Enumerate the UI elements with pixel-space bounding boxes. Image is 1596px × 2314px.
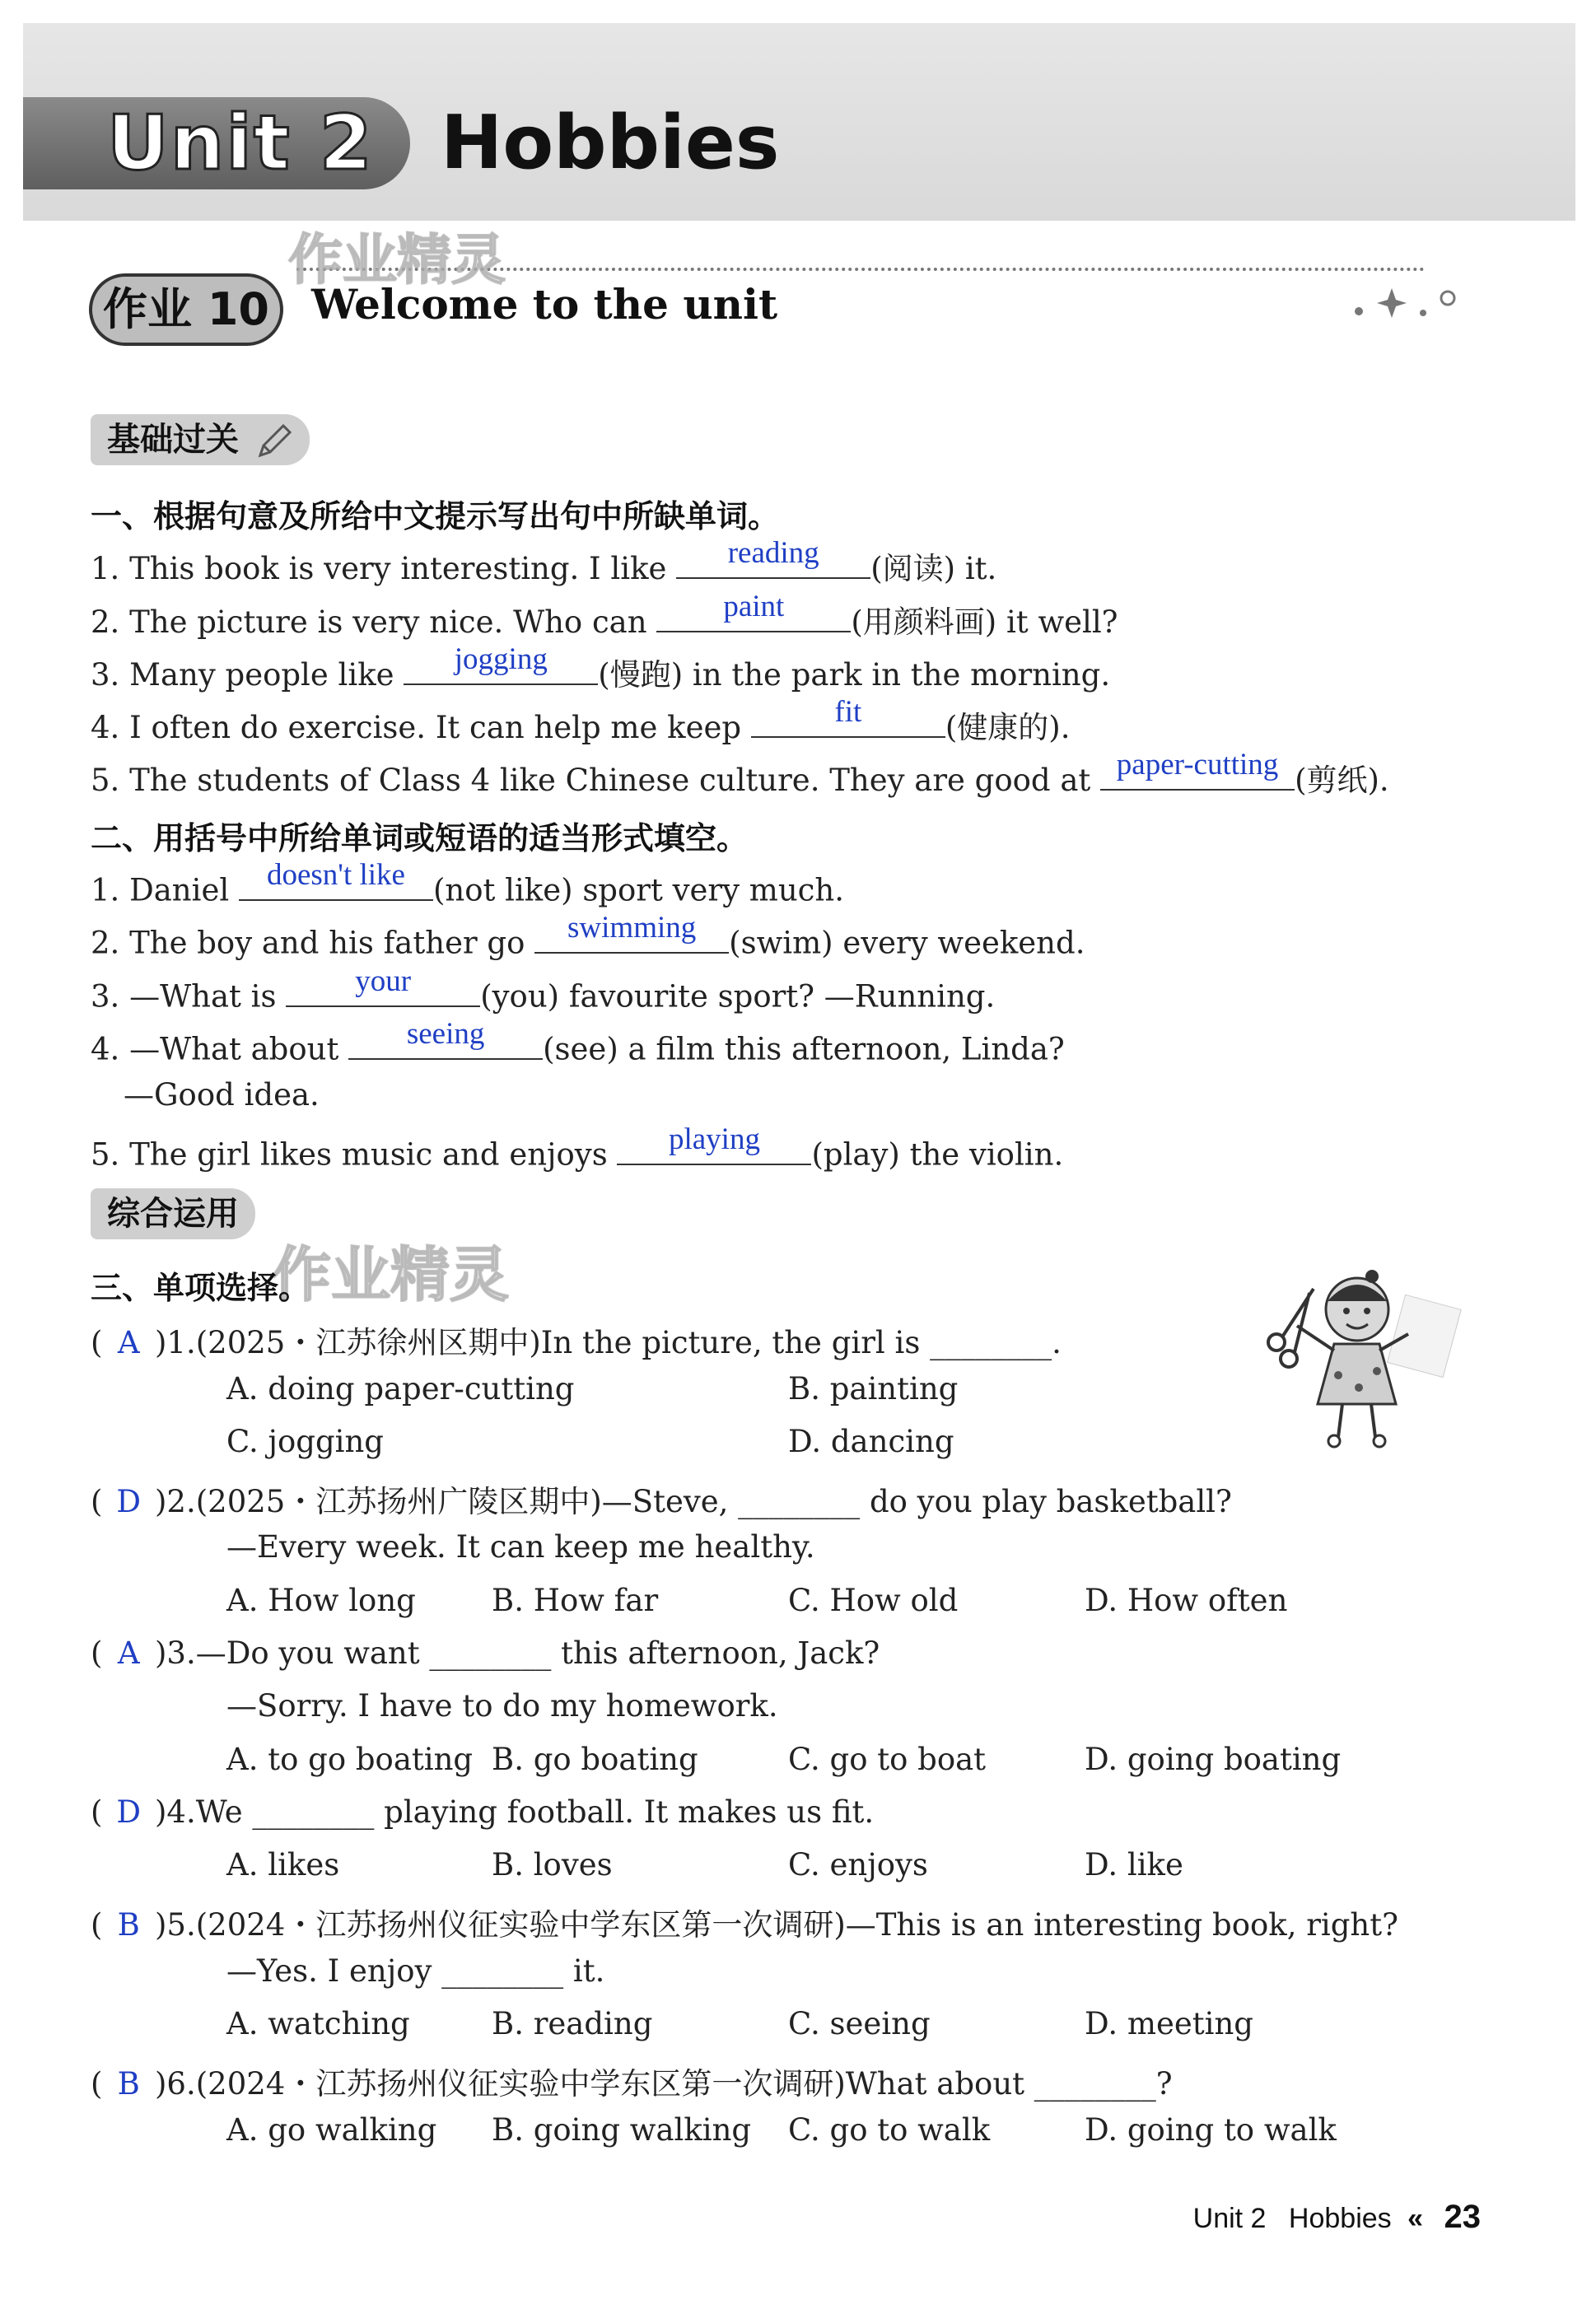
answer-blank[interactable]: paint (656, 597, 851, 632)
answer-blank[interactable]: doesn't like (239, 865, 433, 901)
choice-answer[interactable]: D (116, 1794, 142, 1830)
choice-question: ( A )3.—Do you want ________ this afternoon, Jack? (91, 1635, 880, 1671)
answer-blank[interactable]: fit (751, 702, 945, 738)
option[interactable]: B. reading (492, 2006, 653, 2041)
fill-item: 2. The boy and his father go swimming (swim) every weekend. (91, 910, 1085, 961)
fill-item: 4. —What about seeing (see) a film this afternoon, Linda? (91, 1016, 1065, 1067)
choice-question: ( D )4.We ________ playing football. It makes us fit. (91, 1794, 875, 1830)
sparkle-icon (1351, 280, 1458, 329)
page-number: 23 (1444, 2199, 1481, 2235)
answer-blank[interactable]: reading (676, 544, 870, 579)
option[interactable]: A. to go boating (226, 1742, 474, 1777)
choice-question: ( D )2.(2025・江苏扬州广陵区期中)—Steve, ________ do you play basketball? (91, 1484, 1232, 1519)
choice-question: ( A )1.(2025・江苏徐州区期中)In the picture, the girl is ________. (91, 1325, 1062, 1360)
watermark: 作业精灵 (288, 228, 506, 292)
fill-item: 1. Daniel doesn't like (not like) sport very much. (91, 857, 844, 908)
choice-answer[interactable]: A (117, 1325, 140, 1360)
answer-blank[interactable]: playing (617, 1130, 811, 1165)
watermark: 作业精灵 (272, 1240, 510, 1309)
fill-item: 4. I often do exercise. It can help me keep fit (健康的). (91, 695, 1071, 745)
option[interactable]: C. seeing (788, 2006, 931, 2041)
option[interactable]: A. likes (226, 1847, 340, 1882)
option[interactable]: A. doing paper-cutting (226, 1371, 575, 1407)
option[interactable]: C. go to boat (788, 1742, 987, 1777)
option[interactable]: B. going walking (492, 2112, 752, 2148)
answer-blank[interactable]: your (286, 972, 480, 1007)
fill-item: 3. —What is your (you) favourite sport? —Running. (91, 963, 996, 1015)
pencil-icon (255, 422, 293, 460)
option[interactable]: A. How long (226, 1583, 416, 1618)
part1-heading: 一、根据句意及所给中文提示写出句中所缺单词。 (91, 498, 780, 534)
option[interactable]: D. How often (1085, 1583, 1288, 1618)
choice-answer[interactable]: A (117, 1635, 140, 1671)
footer-unit: Unit 2 (1192, 2203, 1267, 2234)
question-dialogue: —Every week. It can keep me healthy. (226, 1529, 815, 1565)
option[interactable]: D. going boating (1085, 1742, 1342, 1777)
answer-blank[interactable]: jogging (404, 650, 598, 685)
homework-title: Welcome to the unit (311, 280, 778, 329)
option[interactable]: B. loves (492, 1847, 613, 1882)
section-tag-label: 综合运用 (107, 1195, 239, 1233)
part2-heading: 二、用括号中所给单词或短语的适当形式填空。 (91, 820, 749, 856)
fill-item: 1. This book is very interesting. I like reading (阅读) it. (91, 536, 997, 586)
section-tag-label: 基础过关 (107, 421, 239, 459)
option[interactable]: C. enjoys (788, 1847, 928, 1882)
option[interactable]: A. go walking (226, 2112, 437, 2148)
part3-heading: 三、单项选择。 (91, 1270, 310, 1306)
option[interactable]: A. watching (226, 2006, 410, 2041)
choice-answer[interactable]: D (116, 1484, 142, 1519)
option[interactable]: C. How old (788, 1583, 959, 1618)
answer-blank[interactable]: swimming (534, 918, 729, 954)
option[interactable]: B. How far (492, 1583, 659, 1618)
double-chevron-left-icon: « (1407, 2203, 1424, 2234)
answer-blank[interactable]: paper-cutting (1100, 755, 1295, 791)
question-dialogue: —Yes. I enjoy ________ it. (226, 1953, 605, 1989)
option[interactable]: C. jogging (226, 1424, 384, 1459)
option[interactable]: C. go to walk (788, 2112, 991, 2148)
option[interactable]: B. go boating (492, 1742, 698, 1777)
fill-item: 5. The students of Class 4 like Chinese culture. They are good at paper-cutting (剪纸). (91, 748, 1389, 798)
question-dialogue: —Sorry. I have to do my homework. (226, 1688, 778, 1724)
unit-label: Unit 2 (107, 99, 374, 187)
choice-question: ( B )5.(2024・江苏扬州仪征实验中学东区第一次调研)—This is an interesting book, right? (91, 1907, 1398, 1943)
page-footer (1193, 2199, 1481, 2236)
fill-item: 2. The picture is very nice. Who can paint (用颜料画) it well? (91, 590, 1118, 640)
choice-question: ( B )6.(2024・江苏扬州仪征实验中学东区第一次调研)What about ________? (91, 2066, 1173, 2102)
option[interactable]: B. painting (788, 1371, 959, 1407)
unit-title: Hobbies (441, 100, 780, 186)
footer-title: Hobbies (1288, 2203, 1392, 2234)
homework-badge: 作业 10 (89, 273, 283, 346)
option[interactable]: D. like (1085, 1847, 1183, 1882)
option[interactable]: D. dancing (788, 1424, 954, 1459)
choice-answer[interactable]: B (117, 1907, 140, 1943)
section-tag-application (91, 1188, 255, 1239)
option[interactable]: D. going to walk (1085, 2112, 1337, 2148)
answer-blank[interactable]: seeing (348, 1024, 543, 1060)
section-tag-basics (91, 414, 310, 465)
girl-paper-cutting-illustration (1252, 1252, 1466, 1466)
fill-item: 3. Many people like jogging (慢跑) in the park in the morning. (91, 642, 1111, 693)
option[interactable]: D. meeting (1085, 2006, 1253, 2041)
fill-item-response: —Good idea. (124, 1077, 320, 1113)
fill-item: 5. The girl likes music and enjoys playing (play) the violin. (91, 1122, 1064, 1173)
choice-answer[interactable]: B (117, 2066, 140, 2102)
